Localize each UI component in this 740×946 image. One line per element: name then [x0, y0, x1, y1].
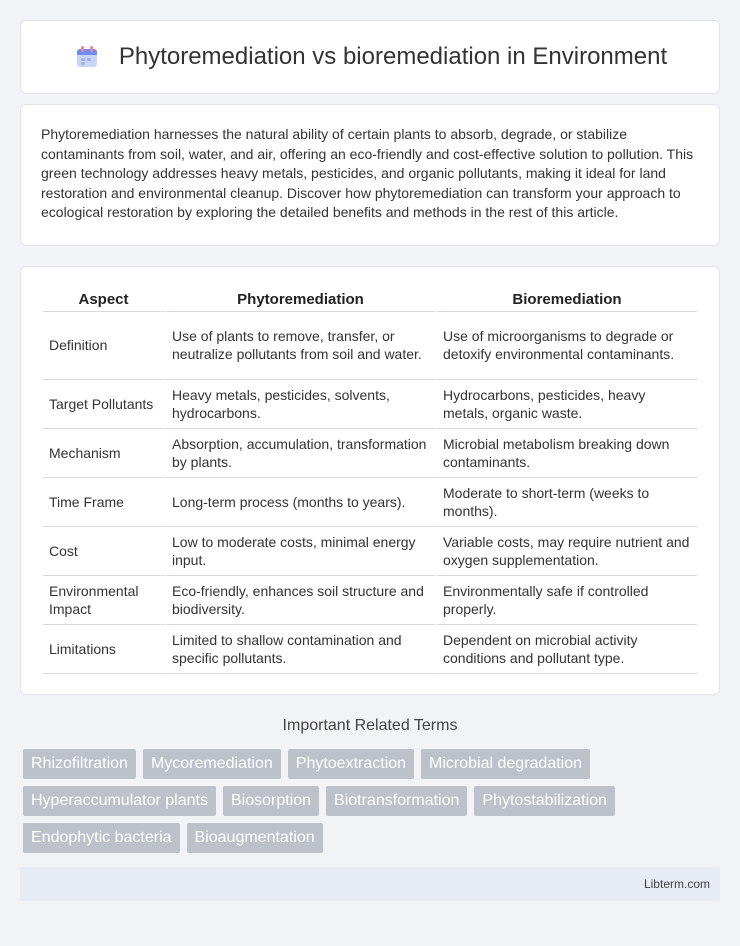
row-phyto-value: Long-term process (months to years).	[164, 478, 435, 527]
table-row	[43, 380, 697, 429]
comparison-table-card	[20, 266, 720, 695]
table-row	[43, 429, 697, 478]
related-terms-list	[20, 749, 720, 853]
footer	[20, 867, 720, 901]
row-bio-value: Variable costs, may require nutrient and oxygen supplementation.	[435, 527, 697, 576]
comparison-table	[43, 285, 697, 674]
tag-phytostabilization[interactable]: Phytostabilization	[474, 786, 615, 816]
page-title: Phytoremediation vs bioremediation in Environment	[118, 43, 668, 70]
row-bio-value: Use of microorganisms to degrade or detoxify environmental contaminants.	[435, 312, 697, 380]
row-aspect: Definition	[43, 312, 164, 380]
tag-hyperaccumulator-plants[interactable]: Hyperaccumulator plants	[23, 786, 216, 816]
header-aspect: Aspect	[43, 285, 164, 312]
row-phyto-value: Limited to shallow contamination and specific pollutants.	[164, 625, 435, 674]
row-phyto-value: Eco-friendly, enhances soil structure and biodiversity.	[164, 576, 435, 625]
header	[20, 20, 720, 94]
header-phytoremediation: Phytoremediation	[164, 285, 435, 312]
related-terms-title: Important Related Terms	[282, 716, 458, 734]
header-bioremediation: Bioremediation	[435, 285, 697, 312]
table-row	[43, 625, 697, 674]
tag-endophytic-bacteria[interactable]: Endophytic bacteria	[23, 823, 180, 853]
tag-phytoextraction[interactable]: Phytoextraction	[288, 749, 414, 779]
row-aspect: Limitations	[43, 625, 164, 674]
tag-rhizofiltration[interactable]: Rhizofiltration	[23, 749, 136, 779]
row-phyto-value: Use of plants to remove, transfer, or neutralize pollutants from soil and water.	[164, 312, 435, 380]
tag-bioaugmentation[interactable]: Bioaugmentation	[187, 823, 323, 853]
row-phyto-value: Heavy metals, pesticides, solvents, hydrocarbons.	[164, 380, 435, 429]
row-aspect: Environmental Impact	[43, 576, 164, 625]
calendar-icon	[73, 43, 101, 71]
row-aspect: Mechanism	[43, 429, 164, 478]
row-aspect: Target Pollutants	[43, 380, 164, 429]
table-row	[43, 576, 697, 625]
table-row	[43, 478, 697, 527]
row-phyto-value: Absorption, accumulation, transformation by plants.	[164, 429, 435, 478]
row-bio-value: Hydrocarbons, pesticides, heavy metals, organic waste.	[435, 380, 697, 429]
intro-section	[20, 104, 720, 246]
row-bio-value: Microbial metabolism breaking down contaminants.	[435, 429, 697, 478]
row-aspect: Time Frame	[43, 478, 164, 527]
tag-microbial-degradation[interactable]: Microbial degradation	[421, 749, 590, 779]
row-bio-value: Environmentally safe if controlled properly.	[435, 576, 697, 625]
row-bio-value: Moderate to short-term (weeks to months).	[435, 478, 697, 527]
row-aspect: Cost	[43, 527, 164, 576]
row-phyto-value: Low to moderate costs, minimal energy input.	[164, 527, 435, 576]
tag-mycoremediation[interactable]: Mycoremediation	[143, 749, 281, 779]
table-header-row	[43, 285, 697, 312]
tag-biosorption[interactable]: Biosorption	[223, 786, 319, 816]
row-bio-value: Dependent on microbial activity conditions and pollutant type.	[435, 625, 697, 674]
table-row	[43, 312, 697, 380]
footer-brand-link[interactable]: Libterm.com	[643, 876, 710, 891]
intro-paragraph: Phytoremediation harnesses the natural ability of certain plants to absorb, degrade, or stabilize contaminants from soil, water, and air, offering an eco-friendly and cost-effective solution to pollution. This green technology addresses heavy metals, pesticides, and organic pollutants, making it ideal for land restoration and environmental cleanup. Discover how phytoremediation can transform your approach to ecological restoration by exploring the detailed benefits and methods in the rest of this article.	[41, 126, 694, 220]
tag-biotransformation[interactable]: Biotransformation	[326, 786, 467, 816]
table-row	[43, 527, 697, 576]
